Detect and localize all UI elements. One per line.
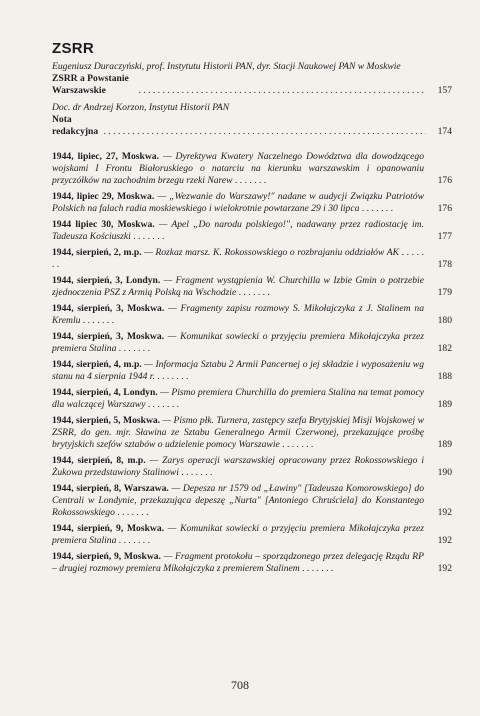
entry-page-number: 174 <box>437 126 452 137</box>
document-entry <box>52 219 452 243</box>
document-entry <box>52 551 452 575</box>
document-date: 1944, sierpień, 5, Moskwa. <box>52 415 161 426</box>
document-date: 1944, sierpień, 8, m.p. <box>52 455 146 466</box>
document-description: — Pismo premiera Churchilla do premiera Stalina na temat pomocy dla walczącej Warszawy <box>52 387 424 410</box>
document-date: 1944, sierpień, 2, m.p. <box>52 247 142 258</box>
entry-page-number: 190 <box>437 467 452 478</box>
leader-dots: . . . . . . . <box>154 371 189 382</box>
document-entry <box>52 455 452 479</box>
document-list <box>52 151 452 575</box>
document-description: — Komunikat sowiecki o przyjęciu premiera Mikołajczyka przez premiera Stalina <box>52 523 424 546</box>
document-entry <box>52 331 452 355</box>
entry-page-number: 192 <box>437 563 452 574</box>
document-date: 1944, sierpień, 3, Londyn. <box>52 275 161 286</box>
table-of-contents <box>52 40 452 579</box>
leader-dots <box>104 126 426 138</box>
leader-dots: . . . . . . . <box>80 315 115 326</box>
document-entry <box>52 151 452 187</box>
entry-author: Eugeniusz Duraczyński, prof. Instytutu Historii PAN, dyr. Stacji Naukowej PAN w Moskwie <box>52 61 401 72</box>
document-date: 1944, lipiec 29, Moskwa. <box>52 191 155 202</box>
entry-page-number: 176 <box>437 203 452 214</box>
document-date: 1944, sierpień, 4, Londyn. <box>52 387 158 398</box>
document-entry <box>52 303 452 327</box>
entry-author: Doc. dr Andrzej Korzon, Instytut Historii PAN <box>52 102 230 113</box>
document-date: 1944, sierpień, 3, Moskwa. <box>52 331 165 342</box>
front-entry <box>52 102 452 138</box>
entry-page-number: 192 <box>437 535 452 546</box>
leader-dots: . . . . . . . <box>232 175 267 186</box>
leader-dots: . . . . . . . <box>116 535 150 546</box>
entry-title: Nota redakcyjna <box>52 114 99 137</box>
entry-page-number: 182 <box>437 343 452 354</box>
document-entry <box>52 483 452 519</box>
document-description: — Apel „Do narodu polskiego!", nadawany przez radiostację im. Tadeusza Kościuszki <box>52 219 424 242</box>
document-entry <box>52 523 452 547</box>
document-description: — Fragmenty zapisu rozmowy S. Mikołajczyka z J. Stalinem na Kremlu <box>52 303 424 326</box>
leader-dots <box>138 85 426 97</box>
document-description: — Komunikat sowiecki o przyjęciu premiera Mikołajczyka przez premiera Stalina <box>52 331 424 354</box>
section-title: ZSRR <box>52 40 95 57</box>
entry-page-number: 179 <box>437 287 452 298</box>
entry-page-number: 189 <box>437 439 452 450</box>
document-date: 1944, lipiec, 27, Moskwa. <box>52 151 159 162</box>
document-date: 1944, sierpień, 9, Moskwa. <box>52 551 161 562</box>
document-description: — Informacja Sztabu 2 Armii Pancernej o jej składzie i wyposażeniu wg stanu na 4 sierpnia 1944 r. <box>52 359 424 382</box>
document-description: — Fragment wystąpienia W. Churchilla w Izbie Gmin o potrzebie zjednoczenia PSZ z Armią Polską na Wschodzie <box>52 275 424 298</box>
entry-page-number: 180 <box>437 315 452 326</box>
document-description: — Fragment protokołu – sporządzonego przez delegację Rządu RP – drugiej rozmowy premiera Mikołajczyka z premierem Stalinem <box>52 551 424 574</box>
document-entry <box>52 387 452 411</box>
document-entry <box>52 359 452 383</box>
page-number: 708 <box>231 678 249 692</box>
document-date: 1944, sierpień, 4, m.p. <box>52 359 142 370</box>
leader-dots: . . . . . . . <box>178 467 213 478</box>
entry-page-number: 157 <box>437 85 452 96</box>
leader-dots: . . . . . . . <box>116 343 150 354</box>
leader-dots: . . . . . . . <box>114 507 149 518</box>
entry-page-number: 176 <box>437 175 452 186</box>
document-description: — „Wezwanie do Warszawy!" nadane w audycji Związku Patriotów Polskich na falach radia moskiewskiego i wielokrotnie powtarzane 29 i 30 lipca <box>52 191 425 214</box>
leader-dots: . . . . . . . <box>52 247 425 270</box>
leader-dots: . . . . . . . <box>359 203 393 214</box>
document-date: 1944 lipiec 30, Moskwa. <box>52 219 155 230</box>
document-description: — Zarys operacji warszawskiej opracowany przez Rokossowskiego i Żukowa przedstawiony Stalinowi <box>52 455 424 478</box>
document-entry <box>52 247 452 271</box>
document-description: — Rozkaz marsz. K. Rokossowskiego o rozbrajaniu oddziałów AK <box>141 247 400 258</box>
document-entry <box>52 415 452 451</box>
document-entry <box>52 275 452 299</box>
leader-dots: . . . . . . . <box>236 287 270 298</box>
leader-dots: . . . . . . . <box>130 231 165 242</box>
entry-page-number: 177 <box>437 231 452 242</box>
document-entry <box>52 191 452 215</box>
document-description: — Dyrektywa Kwatery Naczelnego Dowództwa dla dowodzącego wojskami I Frontu Białoruskiego o natarciu na kierunku warszawskim i opanowaniu przyczółków na zachodnim brzegu rzeki Narew <box>52 151 424 186</box>
document-description: — Depesza nr 1579 od „Ławiny" [Tadeusza Komorowskiego] do Centrali w Londynie, przekazująca depeszę „Nurta" [Antoniego Chruściela] do Konstantego Rokossowskiego <box>52 483 424 518</box>
entry-page-number: 189 <box>437 399 452 410</box>
document-date: 1944, sierpień, 3, Moskwa. <box>52 303 165 314</box>
entry-page-number: 188 <box>437 371 452 382</box>
entry-page-number: 192 <box>437 507 452 518</box>
entry-page-number: 178 <box>437 259 452 270</box>
document-date: 1944, sierpień, 9, Moskwa. <box>52 523 165 534</box>
leader-dots: . . . . . . . <box>299 563 334 574</box>
entry-title: ZSRR a Powstanie Warszawskie <box>52 73 129 96</box>
document-date: 1944, sierpień, 8, Warszawa. <box>52 483 169 494</box>
leader-dots: . . . . . . . <box>145 399 180 410</box>
front-entry <box>52 61 452 97</box>
document-description: — Pismo płk. Turnera, zastępcy szefa Brytyjskiej Misji Wojskowej w ZSRR, do gen. mjr. Sławina ze Sztabu Generalnego Armii Czerwonej, przekazujące prośbę brytyjskich szefów sztabów o udzielenie pomocy Warszawie <box>52 415 424 450</box>
leader-dots: . . . . . . . <box>279 439 314 450</box>
